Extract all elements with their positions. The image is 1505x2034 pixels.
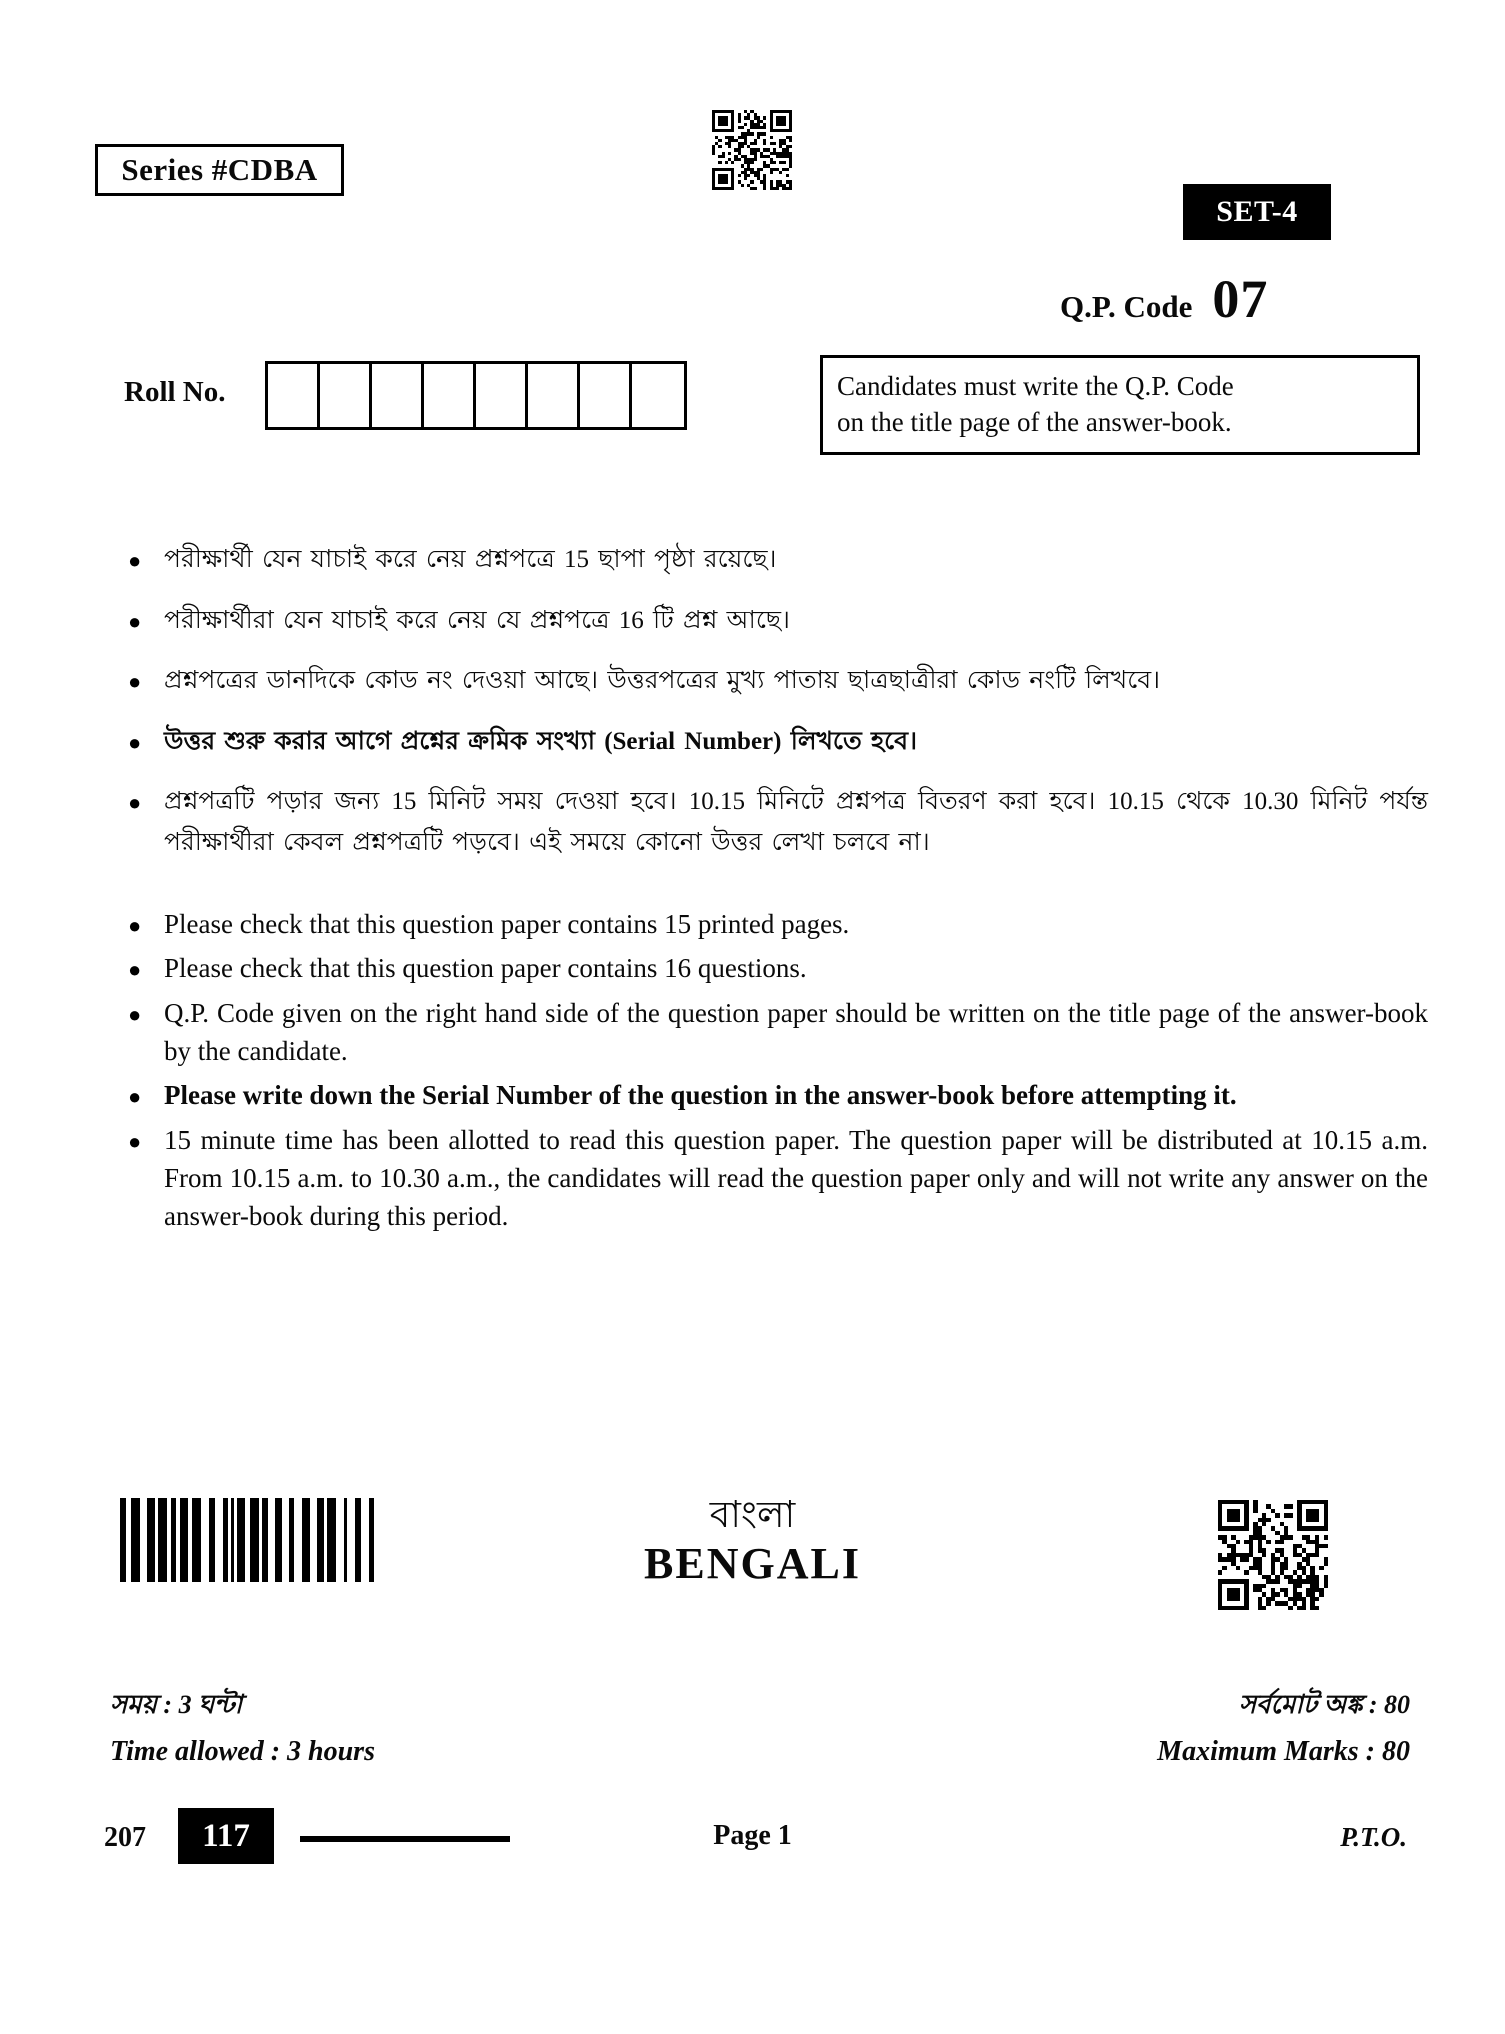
instruction-text: Please write down the Serial Number of the question in the answer-book before attempting it. (164, 1080, 1237, 1111)
instruction-text: উত্তর শুরু করার আগে প্রশ্নের ক্রমিক সংখ্যা (Serial Number) লিখতে হবে। (164, 727, 918, 755)
page-footer (0, 1806, 1505, 1876)
series-box (95, 144, 344, 196)
roll-no-cell[interactable] (424, 364, 476, 427)
roll-no-label: Roll No. (124, 376, 226, 408)
bullet-dot-icon: ● (128, 669, 142, 694)
footer-code-plain: 207 (104, 1822, 146, 1853)
time-allowed-english: Time allowed : 3 hours (110, 1736, 375, 1767)
instruction-text: প্রশ্নপত্রের ডানদিকে কোড নং দেওয়া আছে। উত্তরপত্রের মুখ্য পাতায় ছাত্রছাত্রীরা কোড নংটি লিখবে। (164, 667, 1161, 694)
spacer (128, 762, 1428, 782)
bullet-dot-icon: ● (128, 957, 142, 983)
instruction-item-bn-0 (128, 540, 1428, 581)
spacer (128, 702, 1428, 722)
instruction-item-bn-1 (128, 601, 1428, 642)
bullet-dot-icon: ● (128, 913, 142, 938)
roll-no-grid[interactable] (265, 361, 687, 430)
qp-code-label: Q.P. Code (1060, 289, 1193, 324)
maximum-marks-english: Maximum Marks : 80 (1157, 1736, 1410, 1767)
instructions-list (128, 540, 1428, 1242)
bullet-dot-icon: ● (128, 1001, 142, 1027)
footer-code-boxed-label: 117 (202, 1817, 250, 1854)
candidates-note-line-1: Candidates must write the Q.P. Code (837, 371, 1234, 401)
roll-no-cell[interactable] (476, 364, 528, 427)
instruction-item-bn-2 (128, 661, 1428, 702)
instruction-item-en-4 (128, 1121, 1428, 1236)
roll-no-cell[interactable] (580, 364, 632, 427)
candidates-note-box (820, 355, 1420, 455)
roll-no-cell[interactable] (632, 364, 684, 427)
bullet-dot-icon: ● (128, 608, 142, 634)
roll-no-cell[interactable] (320, 364, 372, 427)
maximum-marks-block (1157, 1684, 1410, 1768)
bullet-dot-icon: ● (128, 1128, 142, 1154)
candidates-note-line-2: on the title page of the answer-book. (837, 407, 1232, 438)
maximum-marks-bengali: সর্বমোট অঙ্ক : 80 (1238, 1690, 1410, 1719)
bullet-dot-icon: ● (128, 729, 142, 755)
instruction-text: পরীক্ষার্থী যেন যাচাই করে নেয় প্রশ্নপত্রে 15 ছাপা পৃষ্ঠা রয়েছে। (164, 546, 777, 573)
instruction-item-en-1 (128, 949, 1428, 987)
instruction-text: Q.P. Code given on the right hand side of the question paper should be written on the title page of the answer-book by the candidate. (164, 997, 1428, 1066)
time-allowed-block (110, 1684, 375, 1768)
instruction-text: Please check that this question paper contains 15 printed pages. (164, 909, 850, 939)
instruction-text: প্রশ্নপত্রটি পড়ার জন্য 15 মিনিট সময় দেওয়া হবে। 10.15 মিনিটে প্রশ্নপত্র বিতরণ করা হবে। 10.15 থেকে 10.30 মিনিট পর্যন্ত পরীক্ষার্থীরা কেবল প্রশ্নপত্রটি পড়বে। এই সময়ে কোনো উত্তর লেখা চলবে না। (164, 788, 1428, 856)
roll-no-cell[interactable] (268, 364, 320, 427)
qr-code-top (712, 110, 792, 190)
instruction-item-bn-4 (128, 782, 1428, 863)
instruction-text: পরীক্ষার্থীরা যেন যাচাই করে নেয় যে প্রশ্নপত্রে 16 টি প্রশ্ন আছে। (164, 606, 790, 634)
subject-title-bengali: বাংলা (709, 1495, 796, 1536)
roll-no-cell[interactable] (528, 364, 580, 427)
spacer (128, 863, 1428, 883)
instruction-item-en-2 (128, 994, 1428, 1071)
instruction-text: 15 minute time has been allotted to read this question paper. The question paper will be distributed at 10.15 a.m. From 10.15 a.m. to 10.30 a.m., the candidates will read the question paper only and will not write any answer on the answer-book during this period. (164, 1124, 1428, 1232)
page-number: Page 1 (713, 1820, 792, 1851)
subject-title-english: BENGALI (644, 1539, 861, 1588)
spacer (128, 1236, 1428, 1242)
qp-code-value: 07 (1212, 269, 1269, 329)
pto-label: P.T.O. (1340, 1822, 1407, 1852)
bullet-dot-icon: ● (128, 790, 142, 815)
instruction-item-bn-3 (128, 722, 1428, 763)
time-allowed-bengali: সময় : 3 ঘন্টা (110, 1690, 243, 1719)
roll-no-cell[interactable] (372, 364, 424, 427)
bullet-dot-icon: ● (128, 1084, 142, 1110)
set-badge (1183, 184, 1331, 240)
spacer (128, 883, 1428, 905)
instruction-item-en-3 (128, 1076, 1428, 1114)
instruction-item-en-0 (128, 905, 1428, 943)
instruction-text: Please check that this question paper contains 16 questions. (164, 953, 807, 984)
spacer (128, 641, 1428, 661)
set-badge-label: SET-4 (1216, 195, 1298, 228)
bullet-dot-icon: ● (128, 548, 142, 573)
series-label: Series #CDBA (121, 152, 318, 187)
qp-code-line (1060, 268, 1268, 330)
spacer (128, 581, 1428, 601)
